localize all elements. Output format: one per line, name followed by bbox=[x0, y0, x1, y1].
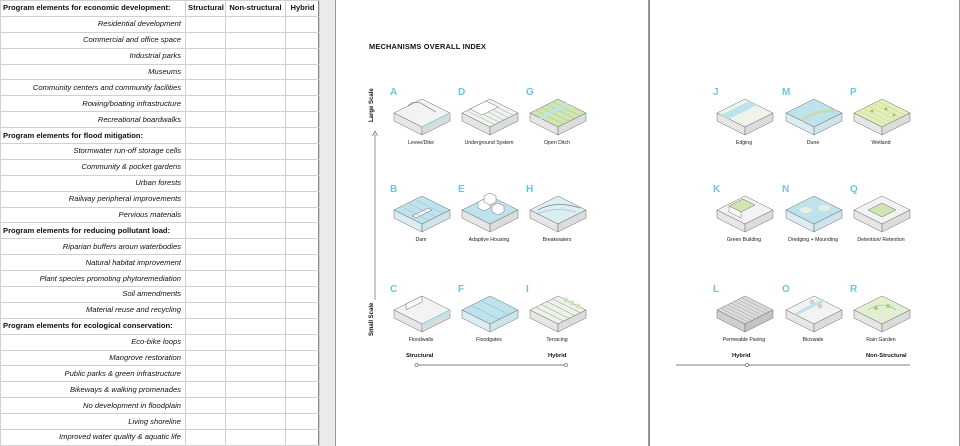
mechanism-cell bbox=[458, 184, 520, 246]
table-row bbox=[1, 239, 320, 255]
checkbox-cell[interactable] bbox=[226, 144, 286, 160]
mechanism-label: Dam bbox=[415, 237, 427, 243]
program-element-label: Community & pocket gardens bbox=[1, 159, 186, 175]
table-row bbox=[1, 350, 320, 366]
checkbox-cell[interactable] bbox=[286, 16, 320, 32]
checkbox-cell[interactable] bbox=[186, 366, 226, 382]
axis-nonstructural-label: Non-Structural bbox=[866, 353, 907, 359]
table-row bbox=[1, 398, 320, 414]
mechanism-letter: M bbox=[782, 87, 791, 98]
checkbox-cell[interactable] bbox=[186, 334, 226, 350]
axis-structural-label: Structural bbox=[406, 353, 434, 359]
mechanism-letter: A bbox=[390, 87, 398, 98]
checkbox-cell[interactable] bbox=[286, 112, 320, 128]
mechanism-label: Breakwaters bbox=[542, 237, 572, 243]
table-row bbox=[1, 414, 320, 430]
checkbox-cell[interactable] bbox=[186, 64, 226, 80]
checkbox-cell[interactable] bbox=[286, 430, 320, 446]
mechanism-cell bbox=[390, 87, 452, 149]
mechanism-letter: H bbox=[526, 184, 534, 195]
program-element-label: Soil amendments bbox=[1, 287, 186, 303]
scale-axis-arrow bbox=[372, 130, 378, 302]
mechanism-cell bbox=[782, 87, 844, 149]
checkbox-cell[interactable] bbox=[186, 80, 226, 96]
checkbox-cell[interactable] bbox=[226, 112, 286, 128]
checkbox-cell[interactable] bbox=[286, 64, 320, 80]
mechanism-cell bbox=[390, 284, 452, 346]
empty-cell bbox=[186, 318, 226, 334]
mechanism-label: Bioswale bbox=[802, 337, 824, 343]
program-element-label: No development in floodplain bbox=[1, 398, 186, 414]
mechanism-letter: I bbox=[526, 284, 529, 295]
checkbox-cell[interactable] bbox=[286, 96, 320, 112]
checkbox-cell[interactable] bbox=[186, 48, 226, 64]
program-element-label: Eco-bike loops bbox=[1, 334, 186, 350]
checkbox-cell[interactable] bbox=[286, 302, 320, 318]
table-row bbox=[1, 366, 320, 382]
checkbox-cell[interactable] bbox=[286, 414, 320, 430]
table-row bbox=[1, 271, 320, 287]
mechanism-label: Levee/Dike bbox=[408, 140, 434, 146]
checkbox-cell[interactable] bbox=[186, 302, 226, 318]
mechanism-cell bbox=[713, 184, 775, 246]
program-element-label: Living shoreline bbox=[1, 414, 186, 430]
program-element-label: Riparian buffers aroun waterbodies bbox=[1, 239, 186, 255]
mechanism-letter: J bbox=[713, 87, 719, 98]
checkbox-cell[interactable] bbox=[186, 32, 226, 48]
mechanism-letter: L bbox=[713, 284, 720, 295]
checkbox-cell[interactable] bbox=[226, 334, 286, 350]
mechanism-letter: R bbox=[850, 284, 858, 295]
checkbox-cell[interactable] bbox=[226, 366, 286, 382]
small-scale-label: Small Scale bbox=[369, 302, 375, 336]
program-element-label: Mangrove restoration bbox=[1, 350, 186, 366]
table-row bbox=[1, 255, 320, 271]
checkbox-cell[interactable] bbox=[286, 191, 320, 207]
mechanism-cell bbox=[850, 284, 912, 346]
checkbox-cell[interactable] bbox=[286, 175, 320, 191]
checkbox-cell[interactable] bbox=[186, 414, 226, 430]
program-element-label: Pervious materials bbox=[1, 207, 186, 223]
table-row bbox=[1, 80, 320, 96]
checkbox-cell[interactable] bbox=[186, 255, 226, 271]
program-element-label: Rowing/boating infrastructure bbox=[1, 96, 186, 112]
checkbox-cell[interactable] bbox=[286, 159, 320, 175]
table-row bbox=[1, 302, 320, 318]
mechanism-letter: E bbox=[458, 184, 465, 195]
checkbox-cell[interactable] bbox=[286, 382, 320, 398]
table-row bbox=[1, 175, 320, 191]
mechanism-letter: B bbox=[390, 184, 398, 195]
table-row bbox=[1, 382, 320, 398]
checkbox-cell[interactable] bbox=[226, 80, 286, 96]
checkbox-cell[interactable] bbox=[226, 16, 286, 32]
mechanism-cell bbox=[782, 184, 844, 246]
checkbox-cell[interactable] bbox=[286, 80, 320, 96]
program-element-label: Bikeways & walking promenades bbox=[1, 382, 186, 398]
checkbox-cell[interactable] bbox=[226, 191, 286, 207]
empty-cell bbox=[286, 128, 320, 144]
column-header: Structural bbox=[186, 1, 226, 17]
program-element-label: Museums bbox=[1, 64, 186, 80]
table-row bbox=[1, 207, 320, 223]
checkbox-cell[interactable] bbox=[186, 239, 226, 255]
mechanisms-panel-right bbox=[649, 0, 960, 446]
checkbox-cell[interactable] bbox=[186, 112, 226, 128]
checkbox-cell[interactable] bbox=[226, 96, 286, 112]
mechanism-letter: O bbox=[782, 284, 790, 295]
mechanism-label: Floodgates bbox=[476, 337, 502, 343]
mechanism-cell bbox=[850, 184, 912, 246]
checkbox-cell[interactable] bbox=[226, 302, 286, 318]
checkbox-cell[interactable] bbox=[226, 382, 286, 398]
table-row bbox=[1, 48, 320, 64]
checkbox-cell[interactable] bbox=[226, 32, 286, 48]
checkbox-cell[interactable] bbox=[226, 287, 286, 303]
section-heading: Program elements for ecological conservation: bbox=[1, 318, 186, 334]
mechanism-cell bbox=[713, 87, 775, 149]
program-element-label: Railway peripheral improvements bbox=[1, 191, 186, 207]
checkbox-cell[interactable] bbox=[186, 207, 226, 223]
mechanism-letter: N bbox=[782, 184, 790, 195]
empty-cell bbox=[226, 128, 286, 144]
checkbox-cell[interactable] bbox=[186, 430, 226, 446]
column-header: Non-structural bbox=[226, 1, 286, 17]
program-element-label: Public parks & green infrastructure bbox=[1, 366, 186, 382]
checkbox-cell[interactable] bbox=[286, 144, 320, 160]
table-row bbox=[1, 32, 320, 48]
mechanism-letter: P bbox=[850, 87, 857, 98]
table-row bbox=[1, 112, 320, 128]
mechanism-cell bbox=[526, 87, 588, 149]
mechanism-cell bbox=[526, 284, 588, 346]
mechanism-cell bbox=[713, 284, 775, 346]
checkbox-cell[interactable] bbox=[226, 64, 286, 80]
program-element-label: Commercial and office space bbox=[1, 32, 186, 48]
mechanism-cell bbox=[782, 284, 844, 346]
mechanism-label: Open Ditch bbox=[544, 140, 570, 146]
program-element-label: Natural habitat improvement bbox=[1, 255, 186, 271]
mechanism-letter: G bbox=[526, 87, 534, 98]
table-row bbox=[1, 144, 320, 160]
column-header: Hybrid bbox=[286, 1, 320, 17]
mechanism-label: Terracing bbox=[546, 337, 568, 343]
empty-cell bbox=[226, 223, 286, 239]
checkbox-cell[interactable] bbox=[286, 271, 320, 287]
mechanism-cell bbox=[458, 87, 520, 149]
mechanism-letter: D bbox=[458, 87, 466, 98]
checkbox-cell[interactable] bbox=[286, 398, 320, 414]
mechanism-letter: K bbox=[713, 184, 721, 195]
mechanism-label: Floodwalls bbox=[408, 337, 434, 343]
checkbox-cell[interactable] bbox=[226, 350, 286, 366]
mechanism-letter: Q bbox=[850, 184, 858, 195]
checkbox-cell[interactable] bbox=[186, 350, 226, 366]
mechanisms-panel-left bbox=[335, 0, 649, 446]
checkbox-cell[interactable] bbox=[286, 48, 320, 64]
checkbox-cell[interactable] bbox=[286, 366, 320, 382]
empty-cell bbox=[186, 223, 226, 239]
program-element-label: Residential development bbox=[1, 16, 186, 32]
checkbox-cell[interactable] bbox=[226, 48, 286, 64]
program-element-label: Material reuse and recycling bbox=[1, 302, 186, 318]
mechanism-cell bbox=[526, 184, 588, 246]
checkbox-cell[interactable] bbox=[186, 287, 226, 303]
mechanism-letter: F bbox=[458, 284, 465, 295]
checkbox-cell[interactable] bbox=[226, 175, 286, 191]
section-heading: Program elements for reducing pollutant load: bbox=[1, 223, 186, 239]
checkbox-cell[interactable] bbox=[286, 32, 320, 48]
checkbox-cell[interactable] bbox=[226, 414, 286, 430]
checkbox-cell[interactable] bbox=[186, 16, 226, 32]
table-row bbox=[1, 191, 320, 207]
section-heading: Program elements for economic development: bbox=[1, 1, 186, 17]
checkbox-cell[interactable] bbox=[226, 159, 286, 175]
axis-hybrid-label-right: Hybrid bbox=[732, 353, 751, 359]
checkbox-cell[interactable] bbox=[226, 430, 286, 446]
axis-line-right bbox=[674, 362, 914, 368]
section-header-row bbox=[1, 1, 320, 17]
mechanism-label: Rain Garden bbox=[866, 337, 896, 343]
table-row bbox=[1, 16, 320, 32]
mechanism-label: Dune bbox=[806, 140, 820, 146]
empty-cell bbox=[226, 318, 286, 334]
axis-hybrid-label-left: Hybrid bbox=[548, 353, 567, 359]
program-element-label: Plant species promoting phytoremediation bbox=[1, 271, 186, 287]
program-elements-table bbox=[0, 0, 319, 446]
empty-cell bbox=[286, 318, 320, 334]
axis-line-left bbox=[414, 362, 570, 368]
section-header-row bbox=[1, 318, 320, 334]
mechanism-label: Edging bbox=[735, 140, 753, 146]
checkbox-cell[interactable] bbox=[186, 175, 226, 191]
mechanism-cell bbox=[458, 284, 520, 346]
checkbox-cell[interactable] bbox=[186, 96, 226, 112]
large-scale-label: Large Scale bbox=[369, 88, 375, 122]
mechanism-label: Wetland bbox=[871, 140, 891, 146]
table-row bbox=[1, 96, 320, 112]
checkbox-cell[interactable] bbox=[226, 398, 286, 414]
table-row bbox=[1, 430, 320, 446]
checkbox-cell[interactable] bbox=[226, 271, 286, 287]
mechanism-label: Dredging + Mounding bbox=[788, 237, 838, 243]
checkbox-cell[interactable] bbox=[226, 255, 286, 271]
checkbox-cell[interactable] bbox=[186, 382, 226, 398]
checkbox-cell[interactable] bbox=[286, 350, 320, 366]
checkbox-cell[interactable] bbox=[186, 159, 226, 175]
checkbox-cell[interactable] bbox=[286, 255, 320, 271]
program-element-label: Improved water quality & aquatic life bbox=[1, 430, 186, 446]
mechanism-cell bbox=[850, 87, 912, 149]
program-element-label: Community centers and community facilities bbox=[1, 80, 186, 96]
checkbox-cell[interactable] bbox=[286, 207, 320, 223]
program-element-label: Industrial parks bbox=[1, 48, 186, 64]
mechanism-label: Detention/ Retention bbox=[857, 237, 905, 243]
empty-cell bbox=[286, 223, 320, 239]
program-element-label: Recreational boardwalks bbox=[1, 112, 186, 128]
checkbox-cell[interactable] bbox=[186, 144, 226, 160]
mechanism-letter: C bbox=[390, 284, 398, 295]
program-table bbox=[0, 0, 320, 446]
table-row bbox=[1, 287, 320, 303]
checkbox-cell[interactable] bbox=[186, 398, 226, 414]
checkbox-cell[interactable] bbox=[186, 191, 226, 207]
program-element-label: Stormwater run-off storage cells bbox=[1, 144, 186, 160]
checkbox-cell[interactable] bbox=[226, 207, 286, 223]
mechanism-cell bbox=[390, 184, 452, 246]
table-row bbox=[1, 64, 320, 80]
table-row bbox=[1, 334, 320, 350]
mechanism-label: Adaptive Housing bbox=[468, 237, 510, 243]
checkbox-cell[interactable] bbox=[286, 334, 320, 350]
checkbox-cell[interactable] bbox=[186, 271, 226, 287]
checkbox-cell[interactable] bbox=[286, 239, 320, 255]
checkbox-cell[interactable] bbox=[286, 287, 320, 303]
mechanism-label: Permeable Paving bbox=[722, 337, 766, 343]
mechanism-label: Underground System bbox=[464, 140, 514, 146]
section-heading: Program elements for flood mitigation: bbox=[1, 128, 186, 144]
table-row bbox=[1, 159, 320, 175]
checkbox-cell[interactable] bbox=[226, 239, 286, 255]
section-header-row bbox=[1, 128, 320, 144]
mechanism-label: Green Building bbox=[726, 237, 762, 243]
empty-cell bbox=[186, 128, 226, 144]
mechanisms-title: MECHANISMS OVERALL INDEX bbox=[369, 42, 487, 51]
section-header-row bbox=[1, 223, 320, 239]
program-element-label: Urban forests bbox=[1, 175, 186, 191]
